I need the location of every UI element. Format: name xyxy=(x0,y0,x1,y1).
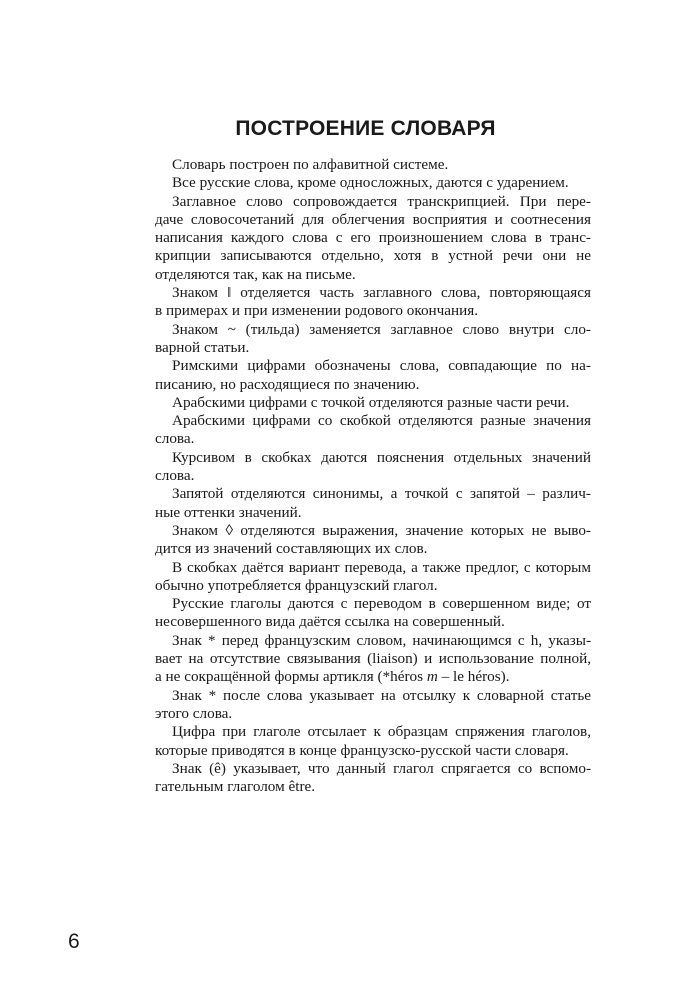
paragraph xyxy=(155,522,591,559)
paragraph xyxy=(155,485,591,522)
text-line: Заглавное слово сопровождается транскрипцией. При пере- xyxy=(172,192,591,210)
text-line: слова. xyxy=(155,467,195,485)
page-number: 6 xyxy=(68,930,80,953)
text-line: Знак * после слова указывает на отсылку к словарной статье xyxy=(172,686,591,704)
text-line: а не сокращённой формы артикля (*héros m – le héros). xyxy=(155,668,510,686)
text-line: вает на отсутствие связывания (liaison) и использование полной, xyxy=(155,650,591,668)
paragraph xyxy=(155,723,591,760)
text-line: Знаком ◊ отделяются выражения, значение которых не выво- xyxy=(172,521,591,539)
text-line: Знаком ~ (тильда) заменяется заглавное слово внутри сло- xyxy=(172,320,591,338)
text-line: Знак (ê) указывает, что данный глагол спрягается со вспомо- xyxy=(172,759,591,777)
text-line: варной статьи. xyxy=(155,338,250,356)
text-line: Знаком ‖ отделяется часть заглавного слова, повторяющаяся xyxy=(172,284,591,302)
paragraph xyxy=(155,394,591,412)
text-line: даче словосочетаний для облегчения восприятия и соотнесения xyxy=(155,210,591,228)
paragraph xyxy=(155,174,591,192)
paragraph xyxy=(155,632,591,687)
text-line: гательным глаголом être. xyxy=(155,778,316,796)
text-line: Римскими цифрами обозначены слова, совпадающие по на- xyxy=(172,357,591,375)
text-line: Все русские слова, кроме односложных, даются с ударением. xyxy=(172,174,569,192)
text-line: Словарь построен по алфавитной системе. xyxy=(172,156,449,173)
paragraph xyxy=(155,412,591,449)
text-line: которые приводятся в конце французско-русской части словаря. xyxy=(155,741,569,759)
text-line: Запятой отделяются синонимы, а точкой с запятой – различ- xyxy=(172,485,591,503)
page-title: ПОСТРОЕНИЕ СЛОВАРЯ xyxy=(235,117,496,140)
text-line: в примерах и при изменении родового окончания. xyxy=(155,302,479,320)
text-line: Русские глаголы даются с переводом в совершенном виде; от xyxy=(172,595,591,613)
text-line: слова. xyxy=(155,430,195,448)
text-line: написания каждого слова с его произношением слова в транс- xyxy=(155,229,591,247)
text-line: Курсивом в скобках даются пояснения отдельных значений xyxy=(172,448,591,466)
text-line: В скобках даётся вариант перевода, а также предлог, с которым xyxy=(172,558,591,576)
paragraph xyxy=(155,156,591,174)
paragraph xyxy=(155,449,591,486)
paragraph xyxy=(155,193,591,284)
body-text xyxy=(155,156,591,796)
paragraph xyxy=(155,687,591,724)
paragraph xyxy=(155,357,591,394)
paragraph xyxy=(155,559,591,596)
text-line: ные оттенки значений. xyxy=(155,503,302,521)
text-line: дится из значений составляющих их слов. xyxy=(155,540,428,558)
text-line: Знак * перед французским словом, начинающимся с h, указы- xyxy=(172,631,591,649)
text-line: писанию, но расходящиеся по значению. xyxy=(155,375,420,393)
text-line: Цифра при глаголе отсылает к образцам спряжения глаголов, xyxy=(172,723,591,741)
paragraph xyxy=(155,321,591,358)
paragraph xyxy=(155,284,591,321)
text-line: обычно употребляется французский глагол. xyxy=(155,576,438,594)
text-line: отделяются так, как на письме. xyxy=(155,265,356,283)
text-line: Арабскими цифрами со скобкой отделяются разные значения xyxy=(172,412,591,430)
paragraph xyxy=(155,760,591,797)
paragraph xyxy=(155,595,591,632)
text-line: крипции записываются отдельно, хотя в устной речи они не xyxy=(155,247,591,265)
text-line: Арабскими цифрами с точкой отделяются разные части речи. xyxy=(172,393,570,411)
text-line: этого слова. xyxy=(155,704,233,722)
text-line: несовершенного вида даётся ссылка на совершенный. xyxy=(155,613,505,631)
gender-marker: m xyxy=(426,668,438,686)
